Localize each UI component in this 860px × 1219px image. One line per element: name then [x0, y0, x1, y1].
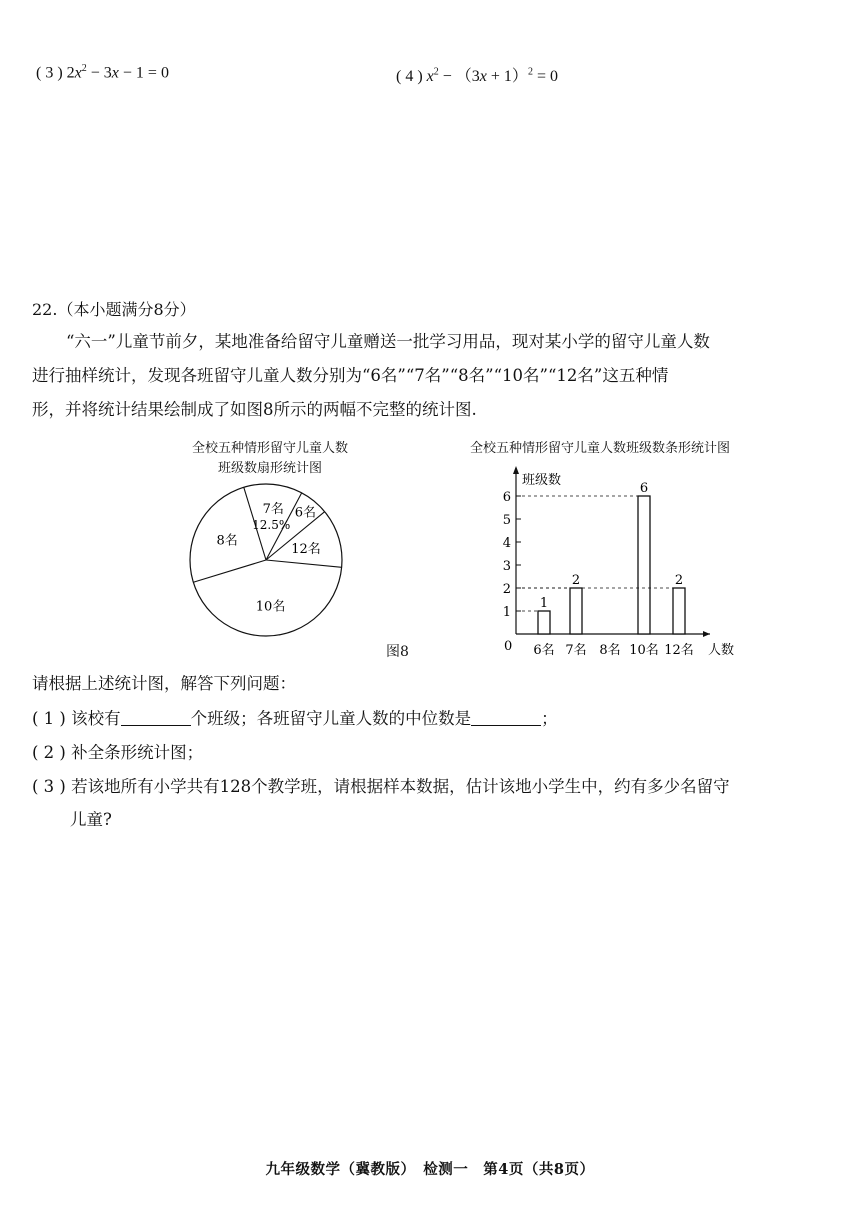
- origin-label: 0: [504, 639, 513, 654]
- bar: [638, 496, 650, 634]
- y-tick-label: 3: [502, 559, 511, 574]
- bar: [538, 611, 550, 634]
- bar-chart: [488, 462, 768, 662]
- page-footer: 九年级数学（冀教版） 检测一 第4页（共8页）: [265, 1161, 595, 1178]
- pie-slice-percent: 12.5%: [252, 518, 291, 533]
- x-tick-label: 12名: [664, 643, 694, 658]
- bar-data-label: 1: [539, 596, 549, 611]
- problem-intro: [32, 325, 832, 427]
- question-prompt: 请根据上述统计图，解答下列问题：: [32, 674, 296, 693]
- bar: [673, 588, 685, 634]
- y-tick-label: 5: [502, 513, 511, 528]
- question-1: [32, 705, 558, 729]
- bar-data-label: 6: [639, 481, 649, 496]
- equation-3: ( 3 ) $2x^2 - 3x - 1 = 0$: [36, 63, 169, 82]
- question-1-part-c: ；: [541, 709, 558, 728]
- pie-title-line-1: 全校五种情形留守儿童人数: [191, 441, 348, 456]
- x-tick-label: 7名: [565, 643, 587, 658]
- question-3-line-2: 儿童?: [70, 810, 112, 829]
- x-tick-label: 10名: [629, 643, 659, 658]
- pie-slice-boundary: [193, 560, 266, 582]
- question-2: ( 2 ) 补全条形统计图；: [32, 743, 204, 762]
- x-tick-label: 6名: [533, 643, 555, 658]
- pie-slice-label: 12名: [291, 541, 321, 557]
- x-axis-arrow: [703, 631, 710, 637]
- answer-blank-2[interactable]: [471, 709, 541, 726]
- bar-chart-title: 全校五种情形留守儿童人数班级数条形统计图: [469, 441, 730, 456]
- y-tick-label: 2: [502, 582, 511, 597]
- figure-label: 图8: [386, 644, 409, 660]
- equation-4: ( 4 ) $x^2 - (3x + 1)^2 = 0$: [396, 66, 558, 85]
- answer-blank-1[interactable]: [121, 709, 191, 726]
- intro-line-2: 进行抽样统计，发现各班留守儿童人数分别为“6名”“7名”“8名”“10名”“12名”这五种情: [32, 366, 669, 385]
- bar-marks: [516, 496, 685, 634]
- pie-chart-title: [160, 439, 380, 479]
- intro-line-1: “六一”儿童节前夕，某地准备给留守儿童赠送一批学习用品，现对某小学的留守儿童人数: [66, 332, 710, 351]
- question-3-line-1: ( 3 ) 若该地所有小学共有128个教学班，请根据样本数据，估计该地小学生中，约有多少名留守: [32, 777, 730, 796]
- y-tick-label: 1: [502, 605, 511, 620]
- bar-data-label: 2: [674, 573, 684, 588]
- question-1-part-b: 个班级；各班留守儿童人数的中位数是: [190, 709, 472, 728]
- intro-line-3: 形，并将统计结果绘制成了如图8所示的两幅不完整的统计图.: [32, 400, 477, 419]
- equation-4-number: ( 4 ): [396, 68, 423, 85]
- question-1-part-a: ( 1 ) 该校有: [32, 709, 121, 728]
- equation-3-number: ( 3 ): [36, 64, 63, 82]
- pie-slice-label: 8名: [216, 533, 238, 549]
- pie-slice-boundary: [266, 560, 342, 567]
- x-tick-label: 8名: [599, 643, 621, 658]
- pie-slice-label: 7名: [262, 502, 284, 518]
- y-tick-label: 6: [502, 490, 511, 505]
- problem-header: 22.（本小题满分8分）: [32, 300, 196, 319]
- y-axis-label: 班级数: [522, 473, 562, 488]
- pie-chart: [188, 482, 388, 642]
- pie-slice-label: 10名: [255, 599, 286, 615]
- y-axis-arrow: [513, 466, 519, 474]
- bar-data-label: 2: [571, 573, 581, 588]
- x-axis-label: 人数: [708, 643, 735, 658]
- y-tick-label: 4: [502, 536, 511, 551]
- pie-title-line-2: 班级数扇形统计图: [217, 461, 322, 476]
- bar: [570, 588, 582, 634]
- pie-slice-label: 6名: [294, 505, 317, 521]
